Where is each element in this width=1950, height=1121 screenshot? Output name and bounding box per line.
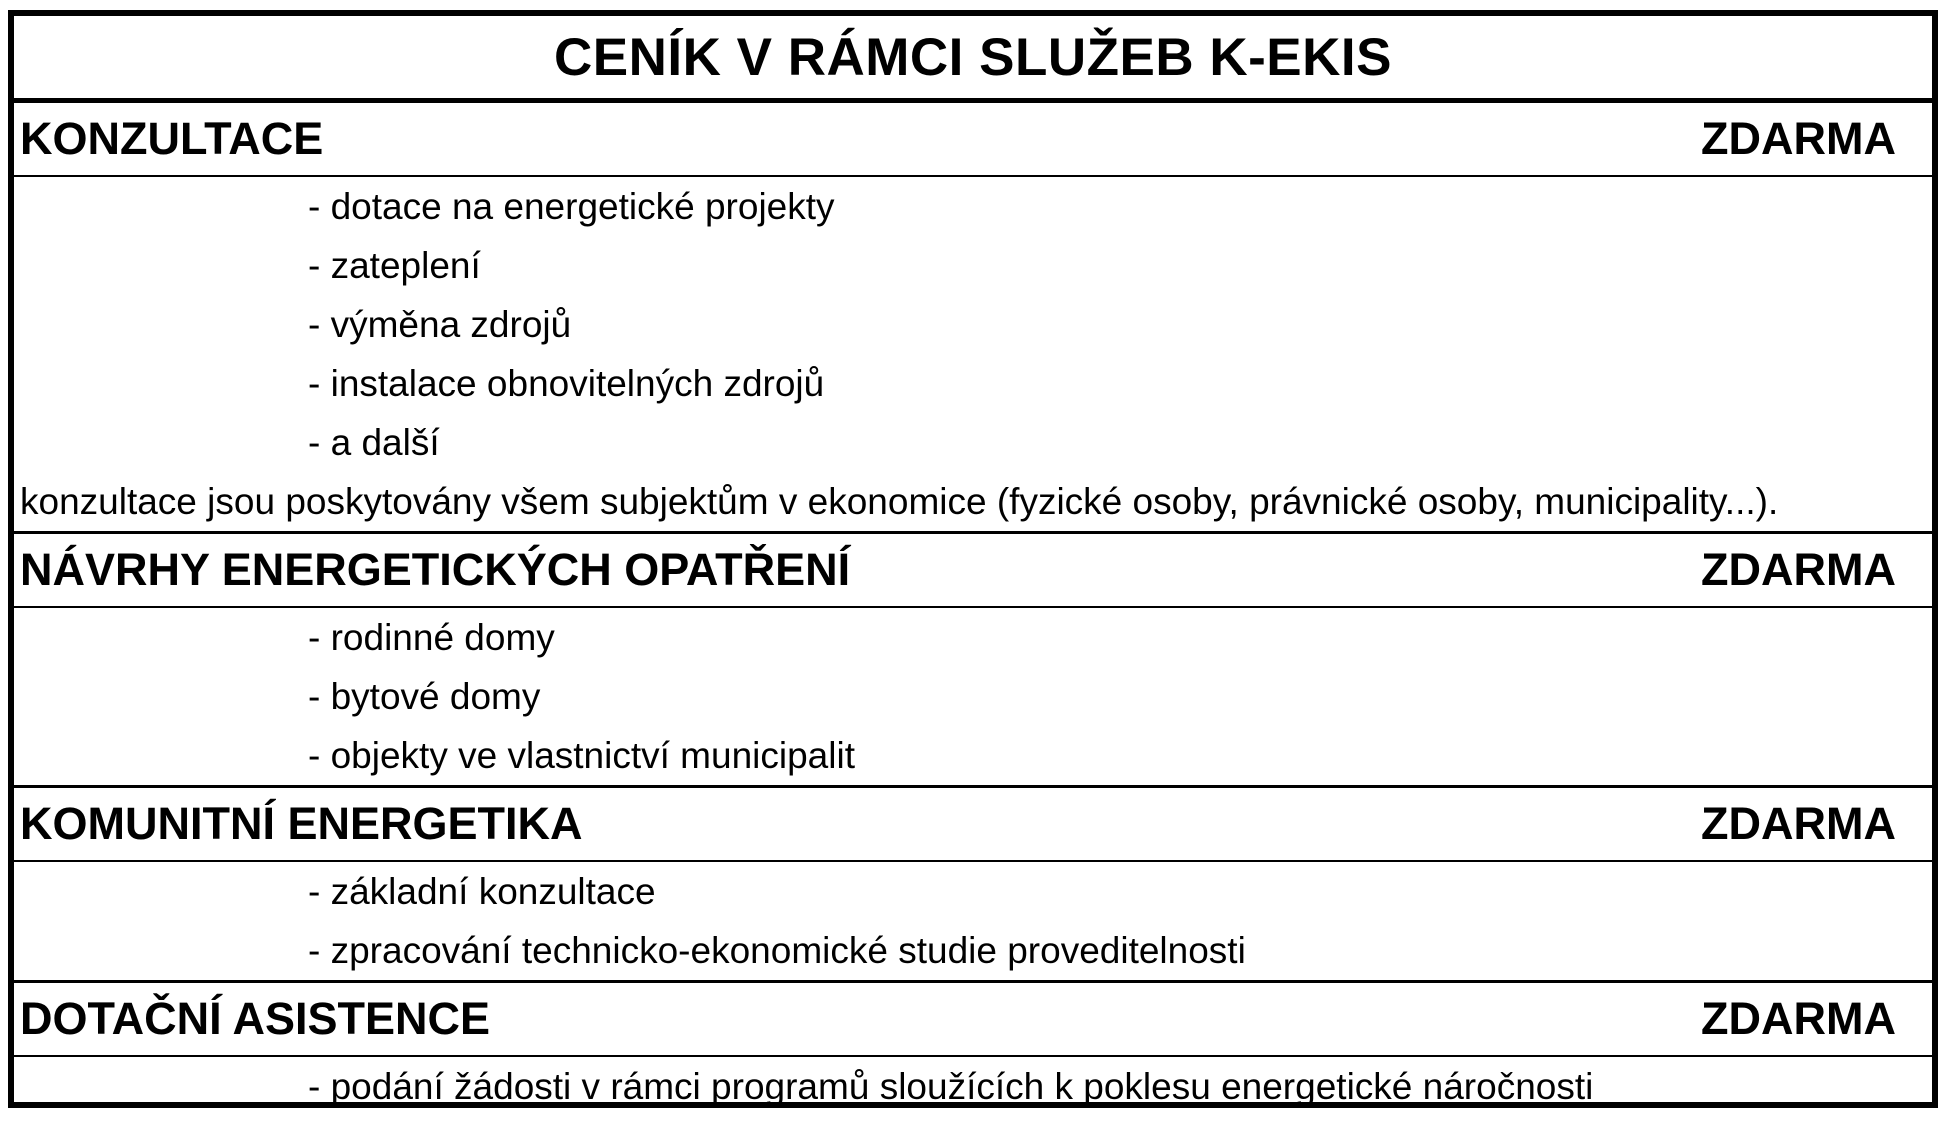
list-item: - a další [308, 422, 440, 463]
list-item: - dotace na energetické projekty [308, 186, 835, 227]
list-item: - podání žádosti v rámci programů sloužících k poklesu energetické náročnosti [308, 1066, 1594, 1107]
section-note: konzultace jsou poskytovány všem subjektům v ekonomice (fyzické osoby, právnické osoby, municipality...). [20, 481, 1779, 522]
section-heading: NÁVRHY ENERGETICKÝCH OPATŘENÍ [20, 544, 851, 595]
list-item: - zateplení [308, 245, 481, 286]
section-body-navrhy [14, 608, 1932, 788]
section-header-komunitni [14, 788, 1932, 862]
section-body-konzultace [14, 177, 1932, 534]
section-header-navrhy [14, 534, 1932, 608]
section-body-dotacni [14, 1057, 1932, 1116]
section-header-konzultace [14, 103, 1932, 177]
list-item: - výměna zdrojů [308, 304, 572, 345]
list-item: - zpracování technicko-ekonomické studie proveditelnosti [308, 930, 1246, 971]
section-price: ZDARMA [1701, 113, 1896, 164]
list-item: - objekty ve vlastnictví municipalit [308, 735, 855, 776]
section-header-dotacni [14, 983, 1932, 1057]
list-item: - základní konzultace [308, 871, 656, 912]
section-price: ZDARMA [1701, 798, 1896, 849]
section-price: ZDARMA [1701, 993, 1896, 1044]
list-item: - bytové domy [308, 676, 541, 717]
list-item: - instalace obnovitelných zdrojů [308, 363, 825, 404]
title-row [14, 16, 1932, 103]
list-item: - rodinné domy [308, 617, 555, 658]
price-list-table [8, 10, 1938, 1108]
section-heading: KONZULTACE [20, 113, 324, 164]
section-heading: KOMUNITNÍ ENERGETIKA [20, 798, 583, 849]
section-body-komunitni [14, 862, 1932, 983]
section-heading: DOTAČNÍ ASISTENCE [20, 993, 491, 1044]
page-title: CENÍK V RÁMCI SLUŽEB K-EKIS [554, 27, 1392, 87]
section-price: ZDARMA [1701, 544, 1896, 595]
